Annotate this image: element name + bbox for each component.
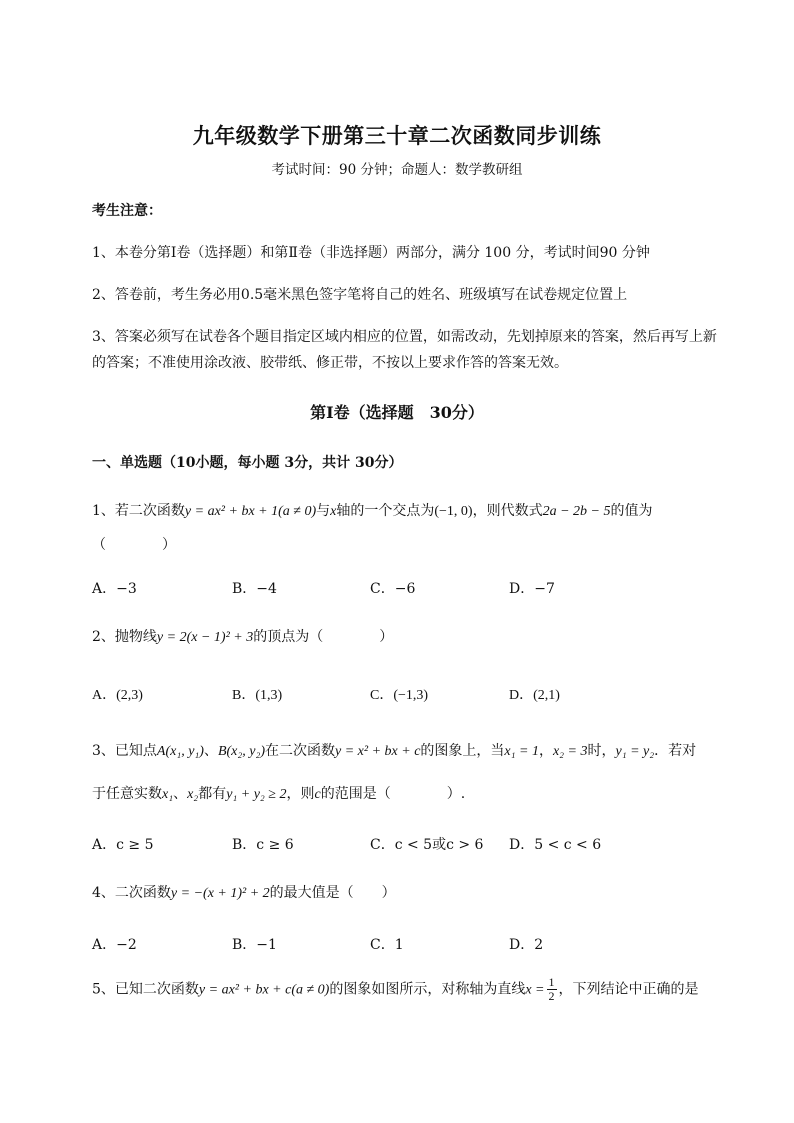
q2-option-d[interactable]: D．(2,1) (509, 688, 560, 703)
q5-end: ，下列结论中正确的是 (558, 981, 699, 998)
q3-var-2: x₂ (187, 787, 199, 802)
q3-comma: ， (538, 743, 553, 759)
q3-c-var: c (314, 787, 321, 802)
q4-option-b[interactable]: B．−1 (232, 937, 277, 953)
question-4 (92, 882, 396, 902)
q3-option-c[interactable]: C．c < 5或c > 6 (370, 837, 484, 853)
q3-text-i: 的范围是（ ）. (320, 786, 466, 802)
q3-var-1: x₁ (162, 787, 174, 802)
q4-lead: 4、二次函数 (92, 885, 171, 901)
q1-expression: 2a − 2b − 5 (542, 504, 611, 519)
q3-text-d: 时， (587, 743, 616, 759)
question-1 (92, 500, 652, 520)
q3-text-g: 都有 (198, 786, 227, 802)
q1-mid1: 与 (316, 503, 331, 519)
q3-option-b[interactable]: B．c ≥ 6 (232, 837, 294, 853)
q3-text-c: 的图象上，当 (420, 743, 505, 759)
note-item-1: 1、本卷分第Ⅰ卷（选择题）和第Ⅱ卷（非选择题）两部分，满分 100 分，考试时间90 分钟 (92, 245, 650, 261)
q4-end: 的最大值是（ ） (269, 885, 396, 901)
q1-option-d[interactable]: D．−7 (509, 581, 555, 597)
q3-formula: y = x² + bx + c (335, 744, 421, 759)
q5-formula: y = ax² + bx + c(a ≠ 0) (198, 982, 330, 998)
question-2 (92, 626, 393, 646)
q3-text-f: 于任意实数 (92, 786, 162, 802)
q5-mid: 的图象如图所示，对称轴为直线 (329, 981, 526, 998)
q3-text-e: ．若对 (654, 743, 697, 759)
q3-option-d[interactable]: D．5 < c < 6 (509, 837, 602, 853)
q1-point: (−1, 0) (434, 504, 473, 519)
question-3-line-1 (92, 740, 696, 760)
notes-heading: 考生注意： (92, 203, 162, 219)
q2-option-a[interactable]: A．(2,3) (92, 688, 143, 703)
q5-axis-equation: x = (525, 982, 545, 998)
q1-option-a[interactable]: A．−3 (92, 581, 137, 597)
q3-condition-3: y₁ = y₂ (615, 744, 655, 759)
note-item-2: 2、答卷前，考生务必用0.5毫米黑色签字笔将自己的姓名、班级填写在试卷规定位置上 (92, 287, 628, 303)
q5-fraction (547, 976, 557, 1003)
q2-end: 的顶点为（ ） (253, 629, 394, 645)
q3-text-h: ，则 (286, 786, 315, 802)
q1-mid3: ，则代数式 (472, 503, 543, 519)
q4-option-c[interactable]: C．1 (370, 937, 404, 953)
q3-lead: 3、已知点 (92, 743, 157, 759)
q5-fraction-numerator: 1 (548, 975, 555, 989)
q2-option-b[interactable]: B．(1,3) (232, 688, 283, 703)
q1-axis: x (330, 504, 337, 519)
q3-separator-2: 、 (173, 786, 188, 802)
q1-option-b[interactable]: B．−4 (232, 581, 277, 597)
q1-answer-blank: （ ） (92, 537, 176, 553)
q2-lead: 2、抛物线 (92, 629, 157, 645)
page-title: 九年级数学下册第三十章二次函数同步训练 (192, 123, 602, 148)
q5-lead: 5、已知二次函数 (92, 981, 199, 998)
q5-fraction-denominator: 2 (548, 989, 555, 1003)
note-item-3-line-1: 3、答案必须写在试卷各个题目指定区域内相应的位置，如需改动，先划掉原来的答案，然后再写上新 (92, 329, 717, 345)
q3-point-a: A(x₁, y₁) (156, 744, 204, 759)
q3-point-b: B(x₂, y₂) (217, 744, 266, 759)
q3-condition-1: x₁ = 1 (504, 744, 539, 759)
q1-mid2: 轴的一个交点为 (336, 503, 435, 519)
question-5 (92, 976, 699, 1003)
q3-option-a[interactable]: A．c ≥ 5 (92, 837, 154, 853)
q3-separator: 、 (203, 743, 218, 759)
section-title: 第Ⅰ卷（选择题 30分） (310, 403, 484, 422)
q4-option-a[interactable]: A．−2 (92, 937, 137, 953)
question-3-line-2 (92, 783, 465, 803)
q4-formula: y = −(x + 1)² + 2 (170, 886, 270, 901)
q1-formula: y = ax² + bx + 1(a ≠ 0) (184, 504, 317, 519)
q2-option-c[interactable]: C．(−1,3) (370, 688, 429, 703)
q3-condition-2: x₂ = 3 (552, 744, 588, 759)
part-title: 一、单选题（10小题，每小题 3分，共计 30分） (92, 455, 403, 471)
q4-option-d[interactable]: D．2 (509, 937, 544, 953)
q2-formula: y = 2(x − 1)² + 3 (156, 630, 254, 645)
exam-info: 考试时间：90 分钟；命题人：数学教研组 (271, 162, 523, 178)
note-item-3-line-2: 的答案；不准使用涂改液、胶带纸、修正带，不按以上要求作答的答案无效。 (92, 355, 568, 371)
q1-end: 的值为 (610, 503, 653, 519)
q3-inequality: y₁ + y₂ ≥ 2 (226, 787, 287, 802)
q1-option-c[interactable]: C．−6 (370, 581, 416, 597)
q1-lead: 1、若二次函数 (92, 503, 185, 519)
q3-text-b: 在二次函数 (265, 743, 336, 759)
